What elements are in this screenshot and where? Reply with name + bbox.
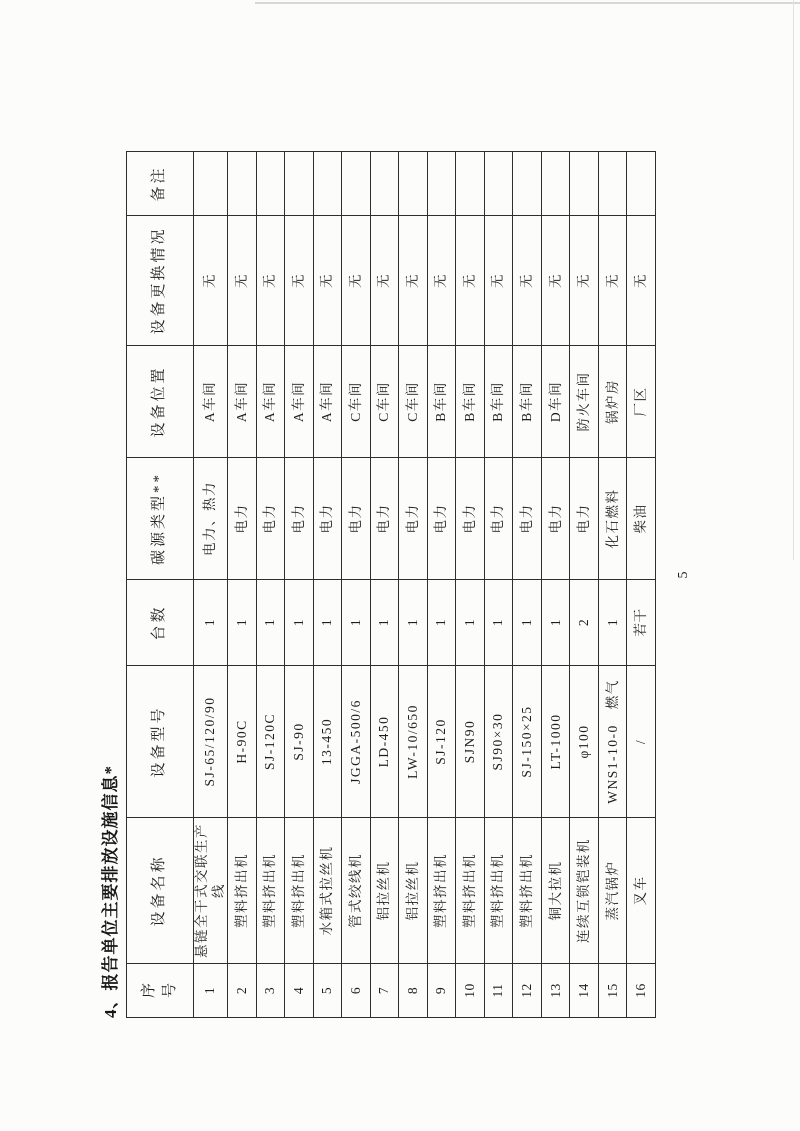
table-cell: D车间 <box>541 346 570 458</box>
table-cell: LW-10/650 <box>399 666 428 818</box>
table-cell: SJ-65/120/90 <box>194 666 228 818</box>
table-cell <box>484 152 513 216</box>
table-cell: A车间 <box>285 346 314 458</box>
table-cell: 电力 <box>256 458 285 580</box>
table-cell: 5 <box>313 964 342 1018</box>
table-cell: B车间 <box>513 346 542 458</box>
column-header: 序号 <box>127 964 194 1018</box>
column-header: 设备位置 <box>127 346 194 458</box>
table-cell: 悬链全干式交联生产线 <box>194 818 228 964</box>
table-cell: 电力、热力 <box>194 458 228 580</box>
table-row <box>228 152 257 1018</box>
table-cell: 1 <box>598 580 627 666</box>
table-cell: 塑料挤出机 <box>256 818 285 964</box>
column-header: 设备更换情况 <box>127 216 194 346</box>
table-cell: 电力 <box>342 458 371 580</box>
table-cell: 厂区 <box>627 346 656 458</box>
table-cell: 电力 <box>399 458 428 580</box>
table-cell: 1 <box>456 580 485 666</box>
column-header: 台数 <box>127 580 194 666</box>
table-cell: / <box>627 666 656 818</box>
table-row <box>541 152 570 1018</box>
table-row <box>194 152 228 1018</box>
table-cell: 11 <box>484 964 513 1018</box>
table-cell: 铝拉丝机 <box>399 818 428 964</box>
table-cell: 8 <box>399 964 428 1018</box>
table-cell <box>427 152 456 216</box>
table-cell: 无 <box>342 216 371 346</box>
table-row <box>427 152 456 1018</box>
table-row <box>598 152 627 1018</box>
table-row <box>513 152 542 1018</box>
table-cell: 1 <box>513 580 542 666</box>
column-header: 设备型号 <box>127 666 194 818</box>
table-cell <box>342 152 371 216</box>
table-cell: 电力 <box>541 458 570 580</box>
table-cell: 无 <box>513 216 542 346</box>
table-cell: 电力 <box>313 458 342 580</box>
table-cell: 无 <box>194 216 228 346</box>
table-cell <box>370 152 399 216</box>
scan-artifact-line <box>255 2 800 4</box>
table-cell: H-90C <box>228 666 257 818</box>
table-cell: 蒸汽锅炉 <box>598 818 627 964</box>
table-cell: 12 <box>513 964 542 1018</box>
table-cell: 塑料挤出机 <box>285 818 314 964</box>
table-cell <box>228 152 257 216</box>
table-body <box>194 152 656 1018</box>
table-cell: 6 <box>342 964 371 1018</box>
table-cell: 10 <box>456 964 485 1018</box>
table-cell: 电力 <box>427 458 456 580</box>
table-cell: 叉车 <box>627 818 656 964</box>
table-cell: B车间 <box>427 346 456 458</box>
table-cell: 16 <box>627 964 656 1018</box>
table-cell: 防火车间 <box>570 346 599 458</box>
table-cell: 1 <box>399 580 428 666</box>
table-cell: 13-450 <box>313 666 342 818</box>
table-cell: 1 <box>194 580 228 666</box>
table-cell: 无 <box>313 216 342 346</box>
table-cell: A车间 <box>256 346 285 458</box>
table-cell: 1 <box>342 580 371 666</box>
table-cell: B车间 <box>456 346 485 458</box>
scan-artifact-line <box>793 0 794 560</box>
table-cell: 电力 <box>228 458 257 580</box>
table-cell: 无 <box>484 216 513 346</box>
table-cell <box>598 152 627 216</box>
page-number: 5 <box>676 571 691 579</box>
table-cell: 无 <box>399 216 428 346</box>
table-cell: 1 <box>194 964 228 1018</box>
table-cell: 锅炉房 <box>598 346 627 458</box>
table-cell: 无 <box>598 216 627 346</box>
column-header: 设备名称 <box>127 818 194 964</box>
table-cell: 无 <box>456 216 485 346</box>
table-cell: C车间 <box>342 346 371 458</box>
table-cell: 7 <box>370 964 399 1018</box>
table-cell <box>456 152 485 216</box>
table-cell: A车间 <box>313 346 342 458</box>
table-row <box>399 152 428 1018</box>
table-cell: 9 <box>427 964 456 1018</box>
table-cell: 4 <box>285 964 314 1018</box>
table-cell: 塑料挤出机 <box>228 818 257 964</box>
table-row <box>285 152 314 1018</box>
table-cell: 无 <box>228 216 257 346</box>
table-cell: WNS1-10-0 燃气 <box>598 666 627 818</box>
table-cell: φ100 <box>570 666 599 818</box>
table-cell: 3 <box>256 964 285 1018</box>
table-cell: 管式绞线机 <box>342 818 371 964</box>
table-cell: 无 <box>285 216 314 346</box>
table-cell: 无 <box>256 216 285 346</box>
table-cell <box>513 152 542 216</box>
table-cell <box>570 152 599 216</box>
section-title: 4、报告单位主要排放设施信息* <box>101 765 120 1018</box>
table-cell: SJ-120C <box>256 666 285 818</box>
table-cell: B车间 <box>484 346 513 458</box>
table-cell <box>285 152 314 216</box>
table-cell: 塑料挤出机 <box>513 818 542 964</box>
table-cell: 铜大拉机 <box>541 818 570 964</box>
table-row <box>627 152 656 1018</box>
column-header: 碳源类型** <box>127 458 194 580</box>
table-cell: JGGA-500/6 <box>342 666 371 818</box>
table-cell: 2 <box>228 964 257 1018</box>
table-row <box>342 152 371 1018</box>
table-row <box>370 152 399 1018</box>
table-cell: A车间 <box>194 346 228 458</box>
table-cell: 无 <box>541 216 570 346</box>
table-cell: SJ-120 <box>427 666 456 818</box>
column-header: 备注 <box>127 152 194 216</box>
table-cell: 电力 <box>484 458 513 580</box>
table-cell: 无 <box>427 216 456 346</box>
table-cell <box>313 152 342 216</box>
table-cell: 1 <box>541 580 570 666</box>
table-cell: 柴油 <box>627 458 656 580</box>
table-cell: 连续互锁铠装机 <box>570 818 599 964</box>
table-cell: 无 <box>370 216 399 346</box>
header-row <box>127 152 194 1018</box>
table-cell: SJ-90 <box>285 666 314 818</box>
table-cell: 1 <box>427 580 456 666</box>
table-cell: 铝拉丝机 <box>370 818 399 964</box>
equipment-table <box>126 151 656 1018</box>
table-cell: 1 <box>256 580 285 666</box>
table-cell: 电力 <box>285 458 314 580</box>
table-cell: 1 <box>285 580 314 666</box>
table-cell <box>194 152 228 216</box>
table-cell: 1 <box>370 580 399 666</box>
table-row <box>313 152 342 1018</box>
table-cell: 无 <box>570 216 599 346</box>
table-cell: 塑料挤出机 <box>427 818 456 964</box>
table-row <box>570 152 599 1018</box>
table-cell: 电力 <box>370 458 399 580</box>
table-cell: 14 <box>570 964 599 1018</box>
table-cell <box>627 152 656 216</box>
table-cell: SJN90 <box>456 666 485 818</box>
table-cell: 电力 <box>456 458 485 580</box>
table-cell: SJ-150×25 <box>513 666 542 818</box>
table-cell: 2 <box>570 580 599 666</box>
table-cell: 1 <box>484 580 513 666</box>
table-cell: LD-450 <box>370 666 399 818</box>
table-cell: A车间 <box>228 346 257 458</box>
table-cell: 电力 <box>570 458 599 580</box>
table-row <box>484 152 513 1018</box>
table-cell: 无 <box>627 216 656 346</box>
table-cell <box>256 152 285 216</box>
table-cell: 1 <box>313 580 342 666</box>
table-cell: C车间 <box>370 346 399 458</box>
table-cell <box>399 152 428 216</box>
table-cell: 塑料挤出机 <box>456 818 485 964</box>
table-row <box>256 152 285 1018</box>
table-cell <box>541 152 570 216</box>
table-cell: 若干 <box>627 580 656 666</box>
table-cell: LT-1000 <box>541 666 570 818</box>
table-cell: 1 <box>228 580 257 666</box>
table-cell: 13 <box>541 964 570 1018</box>
rotated-content <box>100 146 656 1018</box>
table-cell: 塑料挤出机 <box>484 818 513 964</box>
table-cell: 水箱式拉丝机 <box>313 818 342 964</box>
table-cell: SJ90×30 <box>484 666 513 818</box>
table-header <box>127 152 194 1018</box>
table-cell: C车间 <box>399 346 428 458</box>
table-cell: 15 <box>598 964 627 1018</box>
table-cell: 化石燃料 <box>598 458 627 580</box>
table-cell: 电力 <box>513 458 542 580</box>
table-row <box>456 152 485 1018</box>
